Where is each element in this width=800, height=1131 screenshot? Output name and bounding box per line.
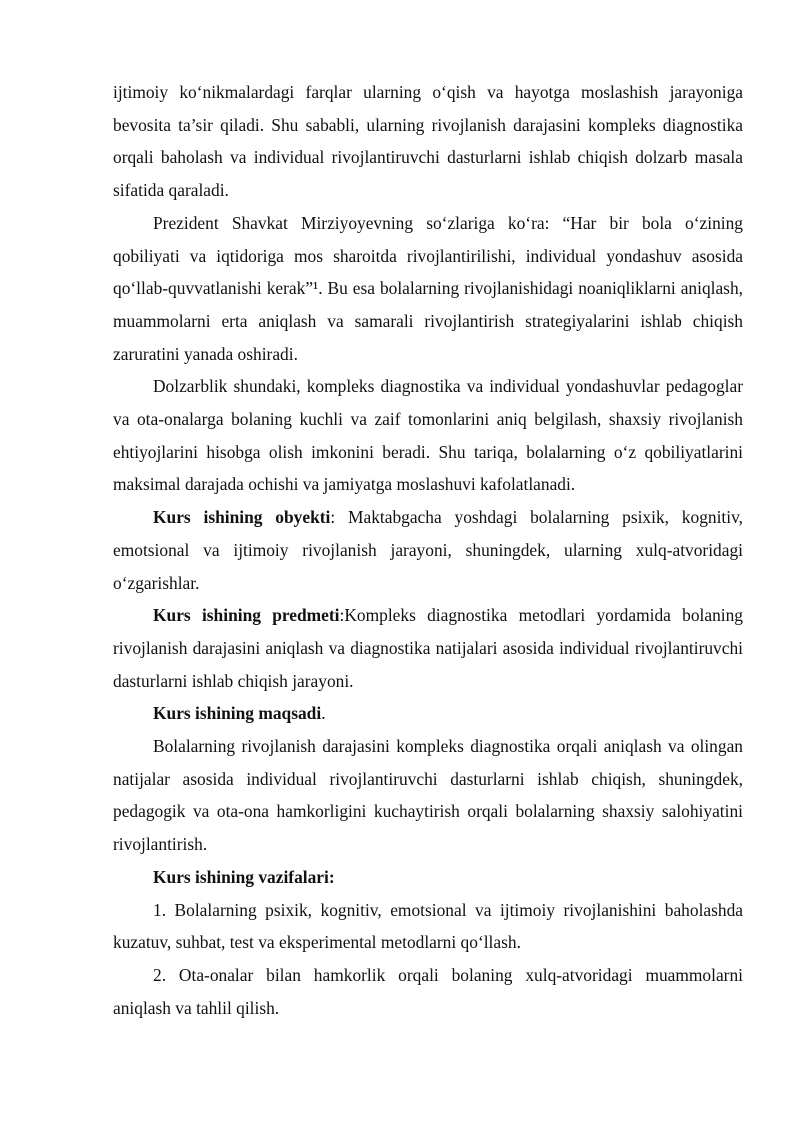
paragraph-object [113,501,743,599]
task-item-2: 2. Ota-onalar bilan hamkorlik orqali bolaning xulq-atvoridagi muammolarni aniqlash va tahlil qilish. [113,964,743,1018]
goal-heading: Kurs ishining maqsadi [153,703,322,724]
paragraph-relevance: Dolzarblik shundaki, kompleks diagnostika va individual yondashuvlar pedagoglar va ota-onalarga bolaning kuchli va zaif tomonlarini aniq belgilash, shaxsiy rivojlanish ehtiyojlarini hisobga olish imkonini beradi. Shu tariqa, bolalarning o‘z qobiliyatlarini maksimal darajada ochishi va jamiyatga moslashuvi kafolatlanadi. [113,376,743,495]
object-text: : Maktabgacha yoshdagi bolalarning psixik, kognitiv, emotsional va ijtimoiy rivojlanish jarayoni, shuningdek, ularning xulq-atvoridagi o‘zgarishlar. [113,507,743,593]
paragraph-goal-heading [113,697,743,730]
object-heading: Kurs ishining obyekti [153,507,331,528]
paragraph-president-quote: Prezident Shavkat Mirziyoyevning so‘zlariga ko‘ra: “Har bir bola o‘zining qobiliyati va iqtidoriga mos sharoitda rivojlantirilishi, individual yondashuv asosida qo‘llab-quvvatlanishi kerak”¹. Bu esa bolalarning rivojlanishidagi noaniqliklarni aniqlash, muammolarni erta aniqlash va samarali rivojlantirish strategiyalarini ishlab chiqish zaruratini yanada oshiradi. [113,212,743,364]
paragraph-intro-continuation: ijtimoiy ko‘nikmalardagi farqlar ularning o‘qish va hayotga moslashish jarayoniga bevosita ta’sir qiladi. Shu sababli, ularning rivojlanish darajasini kompleks diagnostika orqali baholash va individual rivojlantiruvchi dasturlarni ishlab chiqish dolzarb masala sifatida qaraladi. [113,82,743,201]
paragraph-goal-text: Bolalarning rivojlanish darajasini kompleks diagnostika orqali aniqlash va olingan natijalar asosida individual rivojlantiruvchi dasturlarni ishlab chiqish, shuningdek, pedagogik va ota-ona hamkorligini kuchaytirish orqali bolalarning shaxsiy salohiyatini rivojlantirish. [113,736,743,855]
task-item-1: 1. Bolalarning psixik, kognitiv, emotsional va ijtimoiy rivojlanishini baholashda kuzatuv, suhbat, test va eksperimental metodlarni qo‘llash. [113,899,743,953]
subject-heading: Kurs ishining predmeti [153,605,340,626]
paragraph-subject [113,599,743,697]
goal-heading-dot: . [321,703,326,724]
document-page [113,76,743,1024]
tasks-heading: Kurs ishining vazifalari: [153,866,335,887]
subject-text: :Kompleks diagnostika metodlari yordamida bolaning rivojlanish darajasini aniqlash va diagnostika natijalari asosida individual rivojlantiruvchi dasturlarni ishlab chiqish jarayoni. [113,605,743,691]
